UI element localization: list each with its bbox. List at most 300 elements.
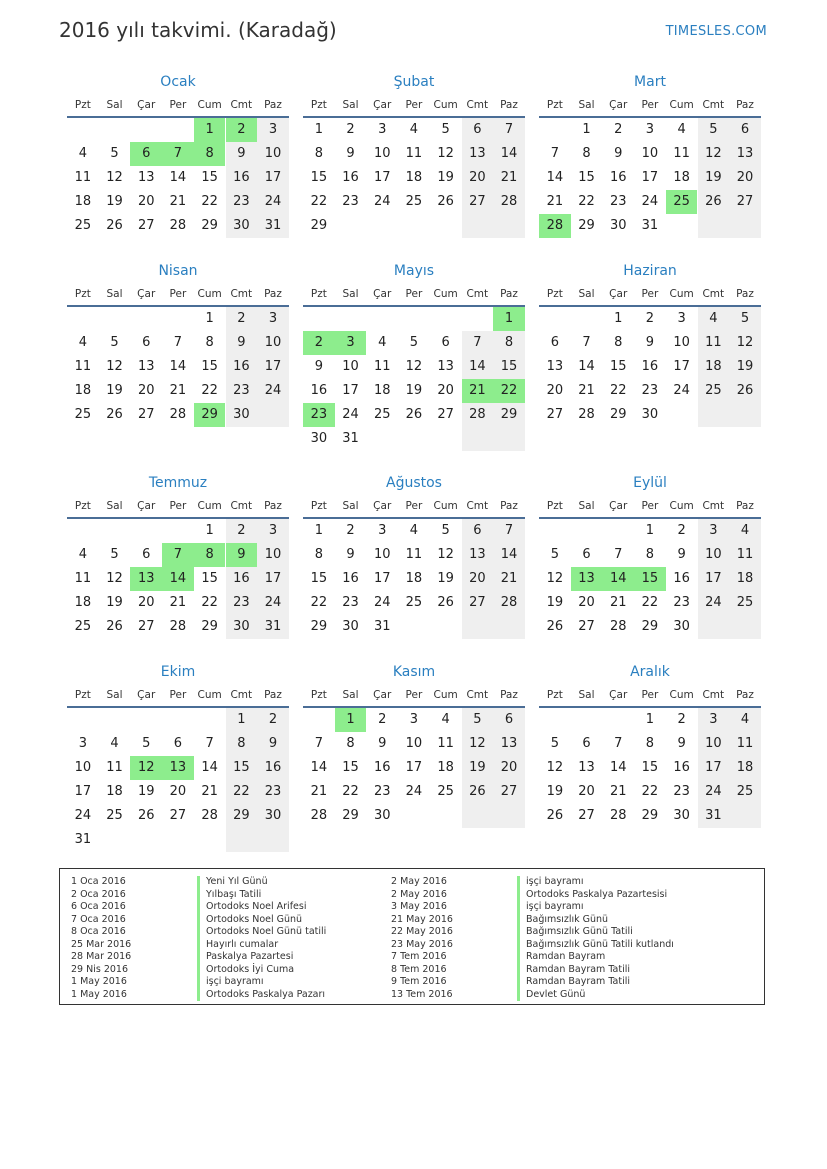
day: 24 [257,190,289,214]
day: 27 [578,808,595,823]
day: 1 [582,122,591,137]
day-grid [303,708,525,852]
day: 16 [641,359,659,374]
day: 27 [462,190,494,214]
weekday-label: Çar [609,288,628,300]
weekday-label: Cmt [466,99,489,111]
weekday-label: Paz [736,689,754,701]
legend-date: 1 May 2016 [71,976,127,987]
legend-marker [197,901,200,914]
month-name: Eylül [633,475,667,491]
weekday-label: Paz [264,288,282,300]
weekday-label: Paz [500,99,518,111]
weekday-label: Pzt [74,288,91,300]
day: 5 [110,146,119,161]
day: 9 [677,547,686,562]
day: 24 [698,591,730,615]
day: 30 [342,619,359,634]
weekday-label: Pzt [74,689,91,701]
day: 13 [493,732,525,756]
day: 30 [226,403,258,427]
day: 12 [546,760,564,775]
day: 26 [698,190,730,214]
weekday-header [303,283,525,307]
weekday-label: Cum [197,288,222,300]
day: 4 [729,519,761,543]
day: 10 [257,142,289,166]
day-grid [539,708,761,852]
day: 18 [74,194,92,209]
day: 16 [609,170,627,185]
legend-date: 29 Nis 2016 [71,963,128,975]
day: 29 [201,218,218,233]
weekend-shade [729,615,761,639]
day: 8 [226,732,258,756]
day: 11 [729,732,761,756]
legend-date: 13 Tem 2016 [391,988,453,1000]
day: 5 [441,122,450,137]
weekday-label: Pzt [310,288,327,300]
month-name: Ekim [160,664,196,680]
day: 7 [582,335,591,350]
weekend-shade [493,615,525,639]
day: 28 [609,619,627,634]
day: 5 [550,547,559,562]
day: 2 [346,122,355,137]
page-title: 2016 yılı takvimi. (Karadağ) [59,18,337,42]
weekday-label: Per [169,99,187,111]
day: 12 [405,359,423,374]
day: 29 [641,619,659,634]
day: 19 [137,784,155,799]
legend-holiday-name: Devlet Günü [526,988,586,1000]
day: 17 [405,760,423,775]
day: 16 [226,355,258,379]
day: 21 [578,383,595,398]
day: 24 [342,407,359,422]
day: 6 [173,736,183,751]
day: 5 [729,307,761,331]
legend-holiday-name: Bağımsızlık Günü Tatili kutlandı [526,938,674,950]
day: 15 [493,355,525,379]
day-grid [67,708,289,852]
month-name: Mayıs [393,263,435,279]
day: 1 [314,523,323,538]
day: 7 [614,547,623,562]
legend-date: 7 Tem 2016 [391,951,447,962]
legend-holiday-name: Ramdan Bayram Tatili [526,963,631,975]
day: 28 [578,407,595,422]
day: 18 [729,756,761,780]
day: 23 [342,595,359,610]
day: 2 [226,307,258,331]
day: 30 [226,615,258,639]
weekday-label: Per [169,288,187,300]
weekday-label: Cum [433,689,458,701]
day: 19 [405,383,423,398]
legend-holiday-name: Ortodoks Paskalya Pazartesisi [526,888,668,900]
weekday-label: Paz [736,288,754,300]
day: 23 [609,194,627,209]
legend-holiday-name: Ortodoks İyi Cuma [206,963,295,975]
day: 26 [437,595,454,610]
day: 26 [437,194,454,209]
legend-marker [517,964,520,977]
legend-holiday-name: işçi bayramı [526,876,584,887]
legend-holiday-name: işçi bayramı [526,901,584,912]
legend-marker [517,989,520,1002]
holiday-day: 21 [462,379,494,403]
day: 11 [729,543,761,567]
weekday-label: Çar [609,500,628,512]
weekday-label: Çar [137,288,156,300]
legend-holiday-name: Yeni Yıl Günü [206,876,268,887]
day: 14 [169,359,187,374]
weekday-label: Cmt [230,99,253,111]
day: 29 [310,619,328,634]
day-grid [303,118,525,262]
day: 25 [729,591,761,615]
weekday-label: Per [641,689,659,701]
day: 13 [462,543,494,567]
day: 14 [493,142,525,166]
legend-date: 1 May 2016 [71,988,127,1000]
weekend-shade [462,214,494,238]
weekday-label: Cmt [702,500,725,512]
day: 8 [645,547,655,562]
day: 31 [257,214,289,238]
day: 20 [546,383,564,398]
legend-date: 9 Tem 2016 [391,976,447,987]
day: 21 [310,784,328,799]
day: 6 [582,736,591,751]
day: 7 [173,335,183,350]
month-6 [539,259,761,451]
day: 31 [641,218,659,233]
day: 2 [346,523,355,538]
holiday-day: 25 [666,190,698,214]
weekday-label: Cum [433,99,458,111]
day: 2 [677,712,686,727]
legend-marker [197,989,200,1002]
day: 4 [729,708,761,732]
weekday-label: Sal [342,99,359,111]
day: 17 [673,359,690,374]
day: 17 [342,383,359,398]
month-10 [67,660,289,852]
day: 8 [645,736,655,751]
day: 2 [677,523,686,538]
day: 30 [226,214,258,238]
day: 27 [437,407,454,422]
day: 10 [373,146,391,161]
weekday-label: Cmt [466,689,489,701]
day: 27 [169,808,187,823]
weekday-label: Per [405,500,423,512]
day: 18 [405,571,423,586]
day: 24 [673,383,690,398]
legend-date: 7 Oca 2016 [71,913,126,925]
day: 27 [729,190,761,214]
day: 15 [609,359,627,374]
holiday-day: 12 [130,756,162,780]
weekday-label: Çar [373,99,392,111]
legend-date: 3 May 2016 [391,901,447,912]
day: 26 [106,407,123,422]
day: 12 [729,331,761,355]
weekday-label: Sal [106,689,123,701]
day: 17 [698,756,730,780]
day: 27 [546,407,564,422]
day: 22 [578,194,595,209]
day: 25 [373,407,391,422]
month-name: Ağustos [386,475,442,491]
day: 5 [110,335,119,350]
day: 16 [342,170,359,185]
weekday-header [67,94,289,118]
day: 22 [201,383,218,398]
day-grid [67,519,289,663]
day: 4 [78,146,87,161]
day: 3 [378,122,387,137]
day: 11 [106,760,123,775]
day: 3 [257,118,289,142]
day: 14 [310,760,328,775]
day: 7 [205,736,214,751]
day: 24 [373,194,391,209]
weekday-label: Paz [500,500,518,512]
weekday-label: Per [405,99,423,111]
legend-marker [197,889,200,902]
day: 29 [493,403,525,427]
day: 28 [493,591,525,615]
day: 11 [698,331,730,355]
weekday-label: Cmt [230,500,253,512]
weekday-label: Cmt [702,288,725,300]
day: 12 [106,170,123,185]
day: 29 [310,218,328,233]
month-9 [539,471,761,663]
day: 23 [342,194,359,209]
day: 22 [310,595,328,610]
day: 24 [405,784,423,799]
weekday-label: Paz [264,689,282,701]
day: 19 [106,383,123,398]
holiday-day: 13 [571,567,603,591]
weekday-header [303,495,525,519]
day: 11 [673,146,690,161]
day: 15 [310,170,328,185]
legend-date: 22 May 2016 [391,926,453,937]
day: 8 [614,335,623,350]
day: 18 [437,760,454,775]
day: 16 [673,571,690,586]
day: 11 [74,571,92,586]
legend-date: 21 May 2016 [391,913,453,925]
day: 13 [578,760,595,775]
legend-marker [197,976,200,989]
day: 22 [641,595,659,610]
day: 13 [137,170,155,185]
weekday-label: Sal [578,288,595,300]
weekday-label: Pzt [74,500,91,512]
legend-marker [197,964,200,977]
month-7 [67,471,289,663]
day: 10 [257,331,289,355]
day: 25 [405,194,423,209]
day: 9 [645,335,655,350]
day: 21 [609,784,627,799]
day: 4 [409,122,419,137]
day: 20 [137,194,155,209]
day: 1 [645,523,655,538]
weekday-label: Çar [373,288,392,300]
day: 31 [698,804,730,828]
day: 31 [342,431,359,446]
day: 11 [437,736,454,751]
day: 16 [226,567,258,591]
day: 1 [645,712,655,727]
day: 28 [169,407,187,422]
day: 15 [641,760,659,775]
weekday-label: Per [641,288,659,300]
day: 22 [310,194,328,209]
day: 24 [257,379,289,403]
day: 30 [310,431,328,446]
day: 23 [226,379,258,403]
day: 9 [614,146,623,161]
day: 10 [74,760,92,775]
day: 1 [314,122,323,137]
day: 26 [462,780,494,804]
day: 8 [493,331,525,355]
weekday-label: Cmt [230,689,253,701]
day: 31 [257,615,289,639]
day: 8 [205,335,214,350]
day: 29 [226,804,258,828]
weekday-label: Cum [669,500,694,512]
day: 5 [441,523,450,538]
day: 6 [462,519,494,543]
weekday-label: Çar [609,99,628,111]
day: 29 [201,619,218,634]
day: 8 [314,547,323,562]
legend-holiday-name: Yılbaşı Tatili [206,888,262,900]
day: 3 [257,307,289,331]
day: 9 [257,732,289,756]
weekend-shade [729,403,761,427]
day: 22 [609,383,627,398]
month-name: Kasım [392,664,436,680]
day: 12 [437,146,454,161]
day: 21 [201,784,218,799]
legend-marker [197,951,200,964]
day: 7 [614,736,623,751]
weekend-shade [226,828,258,852]
day: 26 [405,407,423,422]
day: 30 [673,808,690,823]
weekend-shade [698,403,730,427]
day: 11 [373,359,391,374]
day-grid [539,307,761,451]
day: 10 [373,547,391,562]
weekday-label: Sal [578,689,595,701]
month-11 [303,660,525,852]
legend-marker [517,901,520,914]
day: 2 [645,311,655,326]
day: 25 [106,808,123,823]
day: 24 [698,780,730,804]
legend-date: 8 Oca 2016 [71,926,126,937]
day-grid [539,118,761,262]
weekday-label: Cum [433,500,458,512]
legend-holiday-name: Bağımsızlık Günü Tatili [526,926,633,937]
day: 12 [546,571,564,586]
day: 27 [493,780,525,804]
day: 16 [257,756,289,780]
day: 19 [462,756,494,780]
day: 18 [673,170,690,185]
weekday-label: Çar [609,689,628,701]
weekday-label: Per [169,500,187,512]
holiday-day: 14 [602,567,634,591]
day: 21 [546,194,564,209]
day: 23 [257,780,289,804]
legend-holiday-name: Paskalya Pazartesi [206,951,294,962]
weekday-label: Paz [500,689,518,701]
brand-link[interactable]: TIMESLES.COM [665,24,767,39]
weekday-header [303,94,525,118]
day: 1 [205,523,214,538]
day: 27 [462,591,494,615]
day: 1 [614,311,623,326]
day: 13 [729,142,761,166]
day: 18 [729,567,761,591]
day: 26 [546,619,564,634]
day: 30 [257,804,289,828]
day: 25 [74,619,92,634]
day: 15 [201,571,218,586]
legend-date: 23 May 2016 [391,938,453,950]
day: 14 [169,170,187,185]
day: 2 [378,712,387,727]
day: 21 [493,166,525,190]
weekend-shade [729,214,761,238]
day: 7 [493,118,525,142]
day: 20 [578,784,595,799]
day: 31 [373,619,391,634]
weekday-label: Pzt [310,99,327,111]
day: 16 [342,571,359,586]
day: 11 [405,146,423,161]
weekday-label: Çar [137,99,156,111]
weekend-shade [493,427,525,451]
weekday-label: Sal [342,500,359,512]
legend-marker [517,939,520,952]
day: 6 [729,118,761,142]
day: 5 [550,736,559,751]
day: 4 [110,736,119,751]
day: 21 [493,567,525,591]
weekday-label: Paz [264,500,282,512]
weekday-label: Cum [669,99,694,111]
weekday-header [67,283,289,307]
day: 20 [493,756,525,780]
holiday-day: 3 [335,331,367,355]
day: 3 [698,519,730,543]
weekend-shade [462,615,494,639]
day: 9 [677,736,686,751]
